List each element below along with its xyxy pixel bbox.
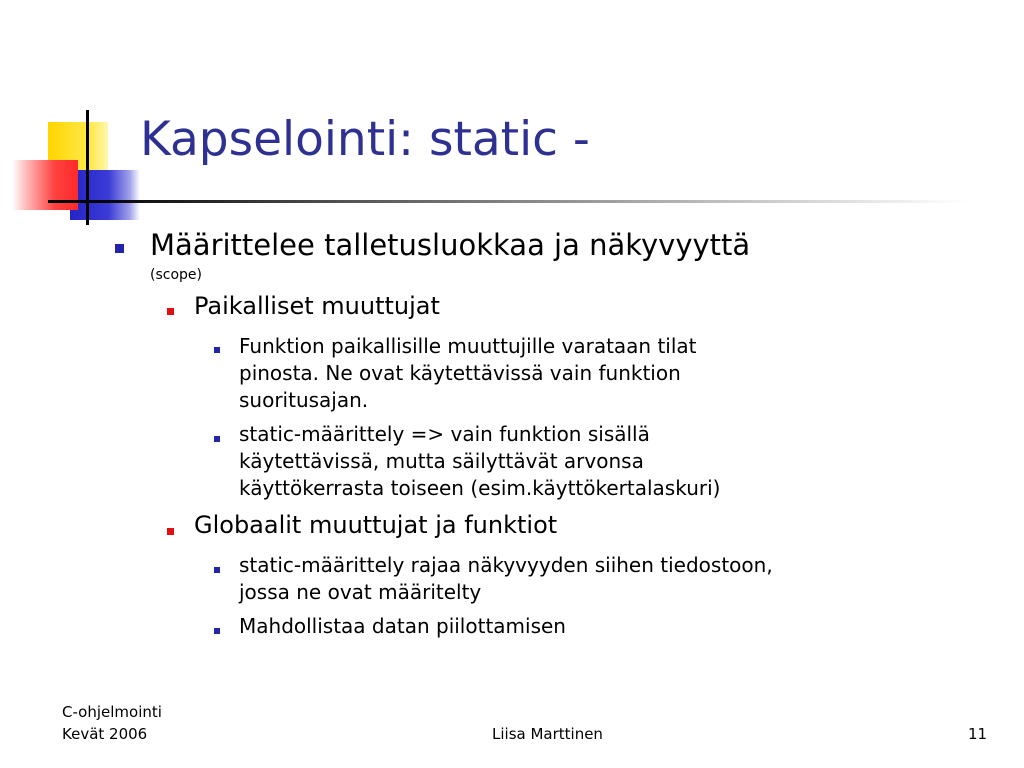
- bullet-level3-line: Funktion paikallisille muuttujille varataan tilat: [239, 334, 697, 358]
- bullet-level3-text: Mahdollistaa datan piilottamisen: [239, 614, 566, 638]
- footer-author: Liisa Marttinen: [492, 725, 603, 743]
- bullet-level1-text: Määrittelee talletusluokkaa ja näkyvyyttä: [150, 228, 751, 262]
- bullet-square-icon: [214, 436, 220, 442]
- decorative-logo: [0, 0, 140, 240]
- title-rule: [88, 200, 968, 203]
- bullet-level3-line: static-määrittely => vain funktion sisällä: [239, 422, 650, 446]
- footer-course: C-ohjelmointi: [62, 703, 162, 721]
- bullet-level1-note: (scope): [150, 267, 202, 283]
- bullet-square-icon: [115, 244, 124, 253]
- bullet-level3-line: pinosta. Ne ovat käytettävissä vain funktion: [239, 361, 681, 385]
- footer-term: Kevät 2006: [62, 725, 148, 743]
- bullet-square-icon: [214, 628, 220, 634]
- bullet-square-icon: [214, 347, 220, 353]
- bullet-level2-text: Paikalliset muuttujat: [194, 292, 440, 320]
- slide-title: Kapselointi: static -: [140, 112, 590, 167]
- bullet-square-icon: [167, 528, 174, 535]
- logo-blue-square: [70, 170, 140, 220]
- bullet-level3-line: static-määrittely rajaa näkyvyyden siihen tiedostoon,: [239, 553, 773, 577]
- footer-page-number: 11: [968, 725, 988, 743]
- bullet-square-icon: [214, 567, 220, 573]
- bullet-level3-line: suoritusajan.: [239, 388, 369, 412]
- bullet-level2-text: Globaalit muuttujat ja funktiot: [194, 511, 558, 539]
- bullet-level3-line: käytettävissä, mutta säilyttävät arvonsa: [239, 449, 644, 473]
- bullet-level3-line: jossa ne ovat määritelty: [239, 580, 482, 604]
- bullet-level3-line: käyttökerrasta toiseen (esim.käyttökertalaskuri): [239, 476, 721, 500]
- logo-vertical-line: [86, 110, 89, 225]
- bullet-square-icon: [167, 308, 174, 315]
